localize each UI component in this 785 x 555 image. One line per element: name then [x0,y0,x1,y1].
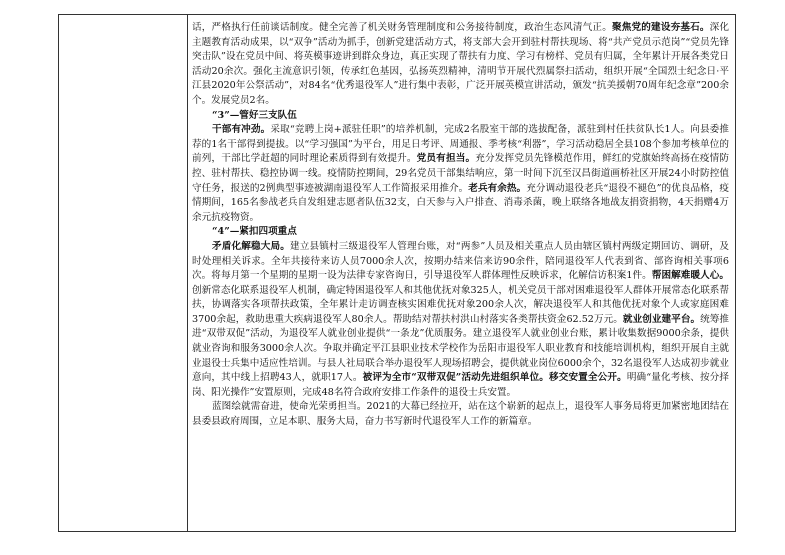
body-text: 话，严格执行任前谈话制度。健全完善了机关财务管理制度和公务接待制度，政治生态风清气正。 [192,22,612,33]
bold-lead-phrase: 聚焦党的建设夯基石。 [611,22,710,33]
table-left-column [59,15,188,531]
body-text: 创新常态化联系退役军人机制，确定特困退役军人和其他优抚对象325人，机关党员干部对困难退役军人群体开展常态化联系帮扶，协调落实各项帮扶政策，全年累计走访调查核实困难优抚对象200余人次，解决退役军人和其他优抚对象个人或家庭困难3700余起，救助患重大疾病退役军人80余人。帮助结对帮扶村洪山村落实各类帮扶资金62.52万元。 [192,284,729,325]
body-text: 蓝图绘就需奋进，使命光荣勇担当。2021的大幕已经拉开，站在这个崭新的起点上，退役军人事务局将更加紧密地团结在县委县政府周围，立足本职、服务大局，奋力书写新时代退役军人工作的新篇章。 [192,401,729,428]
bold-lead-phrase: 帮困解难暖人心。 [651,270,730,282]
heading-three-teams [192,109,729,124]
body-text: 统筹推进“双带双促”活动，为退役军人就业创业提供“一条龙”优质服务。建立退役军人就业创业台账，累计收集数据9000余条，提供就业咨询和服务3000余人次。争取并确定平江县职业技术学校作为岳阳市退役军人职业教育和技能培训机构，组织开展自主就业退役士兵集中适应性培训。与县人社局联合举办退役军人现场招聘会，提供就业岗位6000余个，32名退役军人达成初步就业意向，其中线上招聘43人，就职17人。 [192,313,730,384]
body-text: 充分调动退役老兵“退役不褪色”的优良品格，疫情期间，165名参战老兵自发组建志愿者队伍32支，白天参与入户排查、消毒杀菌，晚上联络各地战友捐资捐物，4天捐赠4万余元抗疫物资。 [192,182,730,223]
body-text: 采取“竞聘上岗+派驻任职”的培养机制，完成2名股室干部的选拔配备，派驻到村任扶贫队长1人。向县委推荐的1名干部得到提拔。以“学习强国”为平台，用足日考评、周通报、季考核“利器”，学习活动稳居全县108个参加考核单位的前列，干部比学赶超的同时理论素质得到有效提升。 [192,124,729,165]
body-text: 充分发挥党员先锋模范作用，鲜红的党旗始终高扬在疫情防控、驻村帮扶、稳控协调一线。疫情防控期间，29名党员干部集结响应，第一时间下沉至汉昌街道画桥社区开展24小时防控值守任务，报送的2例典型事迹被湖南退役军人工作简报采用推介。 [192,153,730,194]
bold-lead-phrase: 老兵有余热。 [468,182,527,194]
body-text: 建立县镇村三级退役军人管理台账，对“两参”人员及相关重点人员由辖区镇村两级定期回访、调研，及时处理相关诉求。全年共接待来访人员7000余人次，按期办结来信来访90余件，陪同退役军人代表到省、部咨询相关事项6次。将每月第一个星期的星期一设为法律专家咨询日，引导退役军人群体理性反映诉求，化解信访积案1件。 [192,240,730,282]
bold-lead-phrase: 被评为全市“双带双促”活动先进组织单位。移交安置全公开。 [362,372,627,384]
bold-lead-phrase: “3”—管好三支队伍 [212,109,297,121]
table-content-cell [187,15,735,531]
heading-four-priorities [192,225,729,240]
body-text: 明确“量化考核、按分择岗、阳光操作”安置原则，完成48名符合政府安排工作条件的退役士兵安置。 [192,372,729,398]
bold-lead-phrase: 干部有冲劲。 [212,124,271,136]
paragraph-party-building [192,21,729,109]
body-text: 深化主题教育活动成果，以“双争”活动为抓手，创新党建活动方式，将支部大会开到驻村帮扶现场、将“共产党员示范岗”“党员先锋突击队”设在党员中间、将英模事迹讲到群众身边，真正实现了帮扶有力度、学习有榜样、党员有归属，全年累计开展各类党日活动20余次。强化主流意识引领，传承红色基因，弘扬英烈精神，清明节开展代烈属祭扫活动，组织开展“全国烈士纪念日·平江县2020年公祭活动”，对84名“优秀退役军人”进行集中表彰，广泛开展英模宣讲活动，颁发“抗美援朝70周年纪念章”200余个。发展党员2名。 [192,22,730,106]
paragraph-three-teams [192,123,729,225]
paragraph-conclusion [192,400,729,429]
paragraph-four-priorities [192,240,729,401]
bold-lead-phrase: “4”—紧扣四项重点 [212,226,297,238]
bold-lead-phrase: 党员有担当。 [416,153,476,165]
bold-lead-phrase: 矛盾化解稳大局。 [212,240,291,252]
document-table [58,14,736,532]
bold-lead-phrase: 就业创业建平台。 [622,313,701,325]
